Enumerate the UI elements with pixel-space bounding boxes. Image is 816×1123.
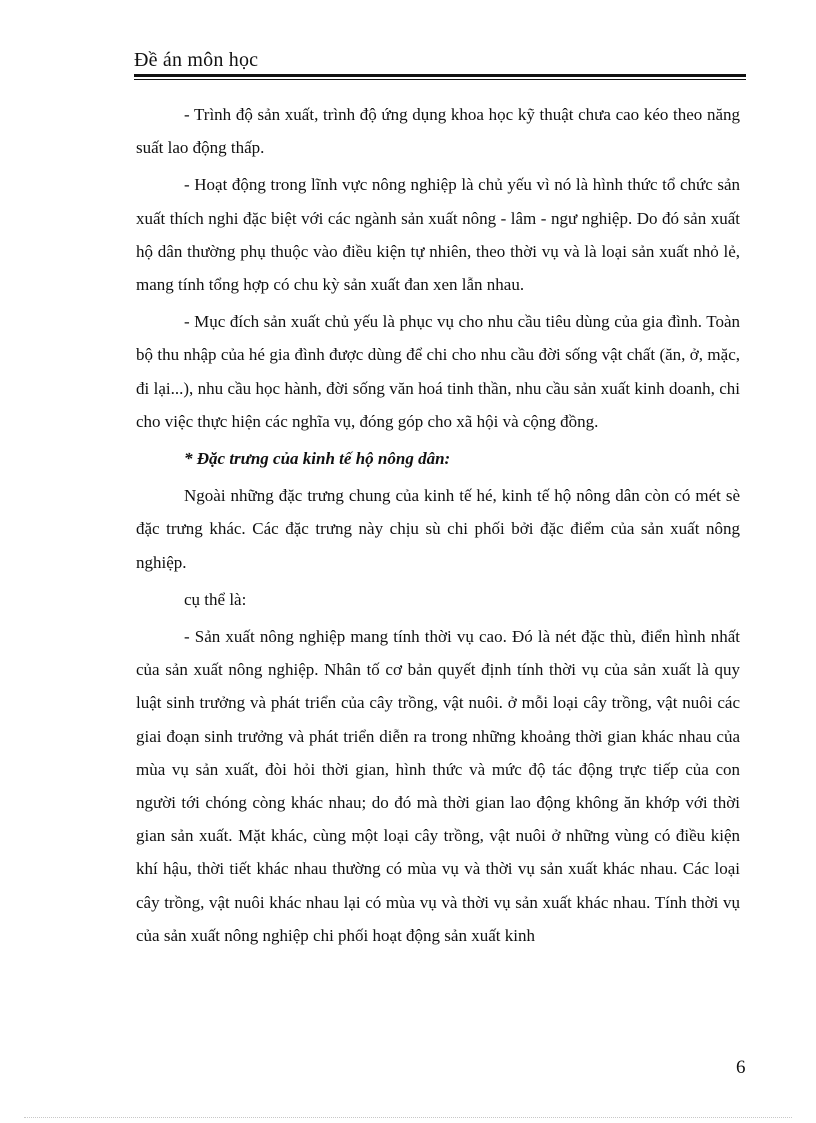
- header-rule-thin: [134, 79, 746, 80]
- document-title: Đề án môn học: [134, 49, 259, 71]
- section-heading: * Đặc trưng của kinh tế hộ nông dân:: [184, 449, 451, 469]
- paragraph: - Trình độ sản xuất, trình độ ứng dụng khoa học kỹ thuật chưa cao kéo theo năng suất lao động thấp.: [136, 105, 740, 158]
- page-number: 6: [736, 1057, 746, 1078]
- body-text: [136, 98, 740, 956]
- paragraph: - Mục đích sản xuất chủ yếu là phục vụ cho nhu cầu tiêu dùng của gia đình. Toàn bộ thu nhập của hé gia đình được dùng để chi cho nhu cầu đời sống vật chất (ăn, ở, mặc, đi lại...), nhu cầu học hành, đời sống văn hoá tinh thần, nhu cầu sản xuất kinh doanh, chi cho việc thực hiện các nghĩa vụ, đóng góp cho xã hội và cộng đồng.: [136, 312, 740, 431]
- paragraph: cụ thể là:: [184, 589, 247, 609]
- paragraph: Ngoài những đặc trưng chung của kinh tế hé, kinh tế hộ nông dân còn có mét sè đặc trưng khác. Các đặc trưng này chịu sù chi phối bởi đặc điểm của sản xuất nông nghiệp.: [136, 486, 740, 572]
- header-rule-thick: [134, 74, 746, 77]
- page-bottom-divider: [24, 1117, 792, 1118]
- page-header: [134, 48, 746, 80]
- paragraph: - Hoạt động trong lĩnh vực nông nghiệp là chủ yếu vì nó là hình thức tổ chức sản xuất thích nghi đặc biệt với các ngành sản xuất nông - lâm - ngư nghiệp. Do đó sản xuất hộ dân thường phụ thuộc vào điều kiện tự nhiên, theo thời vụ và là loại sản xuất nhỏ lẻ, mang tính tổng hợp có chu kỳ sản xuất đan xen lẫn nhau.: [136, 175, 740, 295]
- paragraph: - Sản xuất nông nghiệp mang tính thời vụ cao. Đó là nét đặc thù, điển hình nhất của sản xuất nông nghiệp. Nhân tố cơ bản quyết định tính thời vụ của sản xuất là quy luật sinh trưởng và phát triển của cây trồng, vật nuôi. ở mỗi loại cây trồng, vật nuôi các giai đoạn sinh trưởng và phát triển diễn ra trong những khoảng thời gian khác nhau của mùa vụ sản xuất, đòi hỏi thời gian, hình thức và mức độ tác động trực tiếp của con người tới chóng còng khác nhau; do đó mà thời gian lao động không ăn khớp với thời gian sản xuất. Mặt khác, cùng một loại cây trồng, vật nuôi ở những vùng có điều kiện khí hậu, thời tiết khác nhau thường có mùa vụ và thời vụ sản xuất khác nhau. Các loại cây trồng, vật nuôi khác nhau lại có mùa vụ và thời vụ sản xuất khác nhau. Tính thời vụ của sản xuất nông nghiệp chi phối hoạt động sản xuất kinh: [136, 627, 740, 945]
